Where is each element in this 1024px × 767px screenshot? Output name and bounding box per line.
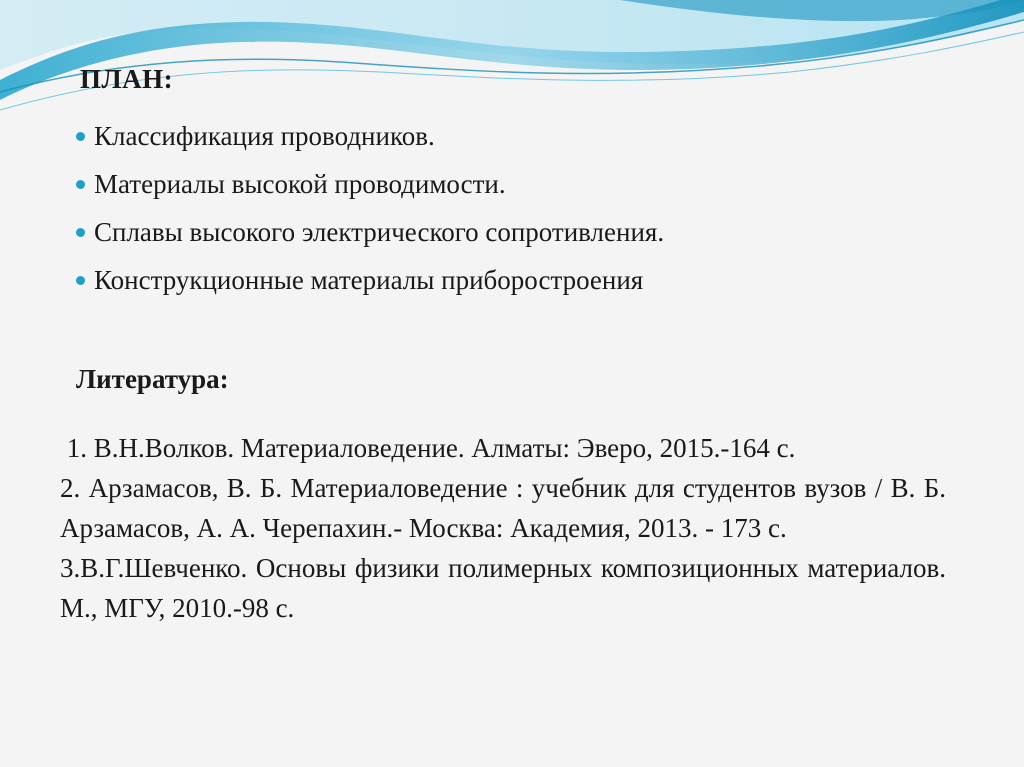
- plan-item: [76, 208, 664, 256]
- bullet-icon: [76, 180, 85, 189]
- reference-item: 2. Арзамасов, В. Б. Материаловедение : учебник для студентов вузов / В. Б. Арзамасов, А. А. Черепахин.- Москва: Академия, 2013. - 173 с.: [60, 473, 946, 543]
- plan-item-text: Материалы высокой проводимости.: [94, 168, 506, 199]
- plan-item-text: Классификация проводников.: [94, 120, 435, 151]
- plan-item: [76, 112, 664, 160]
- plan-title: ПЛАН:: [80, 64, 174, 94]
- references-list: [60, 428, 946, 628]
- bullet-icon: [76, 228, 85, 237]
- literature-title: Литература:: [76, 364, 229, 394]
- plan-list: [76, 112, 664, 304]
- bullet-icon: [76, 276, 85, 285]
- plan-item: [76, 256, 664, 304]
- reference-item: 3.В.Г.Шевченко. Основы физики полимерных композиционных материалов. М., МГУ, 2010.-98 с.: [60, 553, 946, 623]
- reference-item: 1. В.Н.Волков. Материаловедение. Алматы: Эверо, 2015.-164 с.: [60, 433, 796, 463]
- bullet-icon: [76, 132, 85, 141]
- wave-header-decoration: [0, 0, 1024, 120]
- plan-item-text: Сплавы высокого электрического сопротивления.: [94, 216, 665, 247]
- plan-item: [76, 160, 664, 208]
- plan-item-text: Конструкционные материалы приборостроения: [94, 264, 644, 295]
